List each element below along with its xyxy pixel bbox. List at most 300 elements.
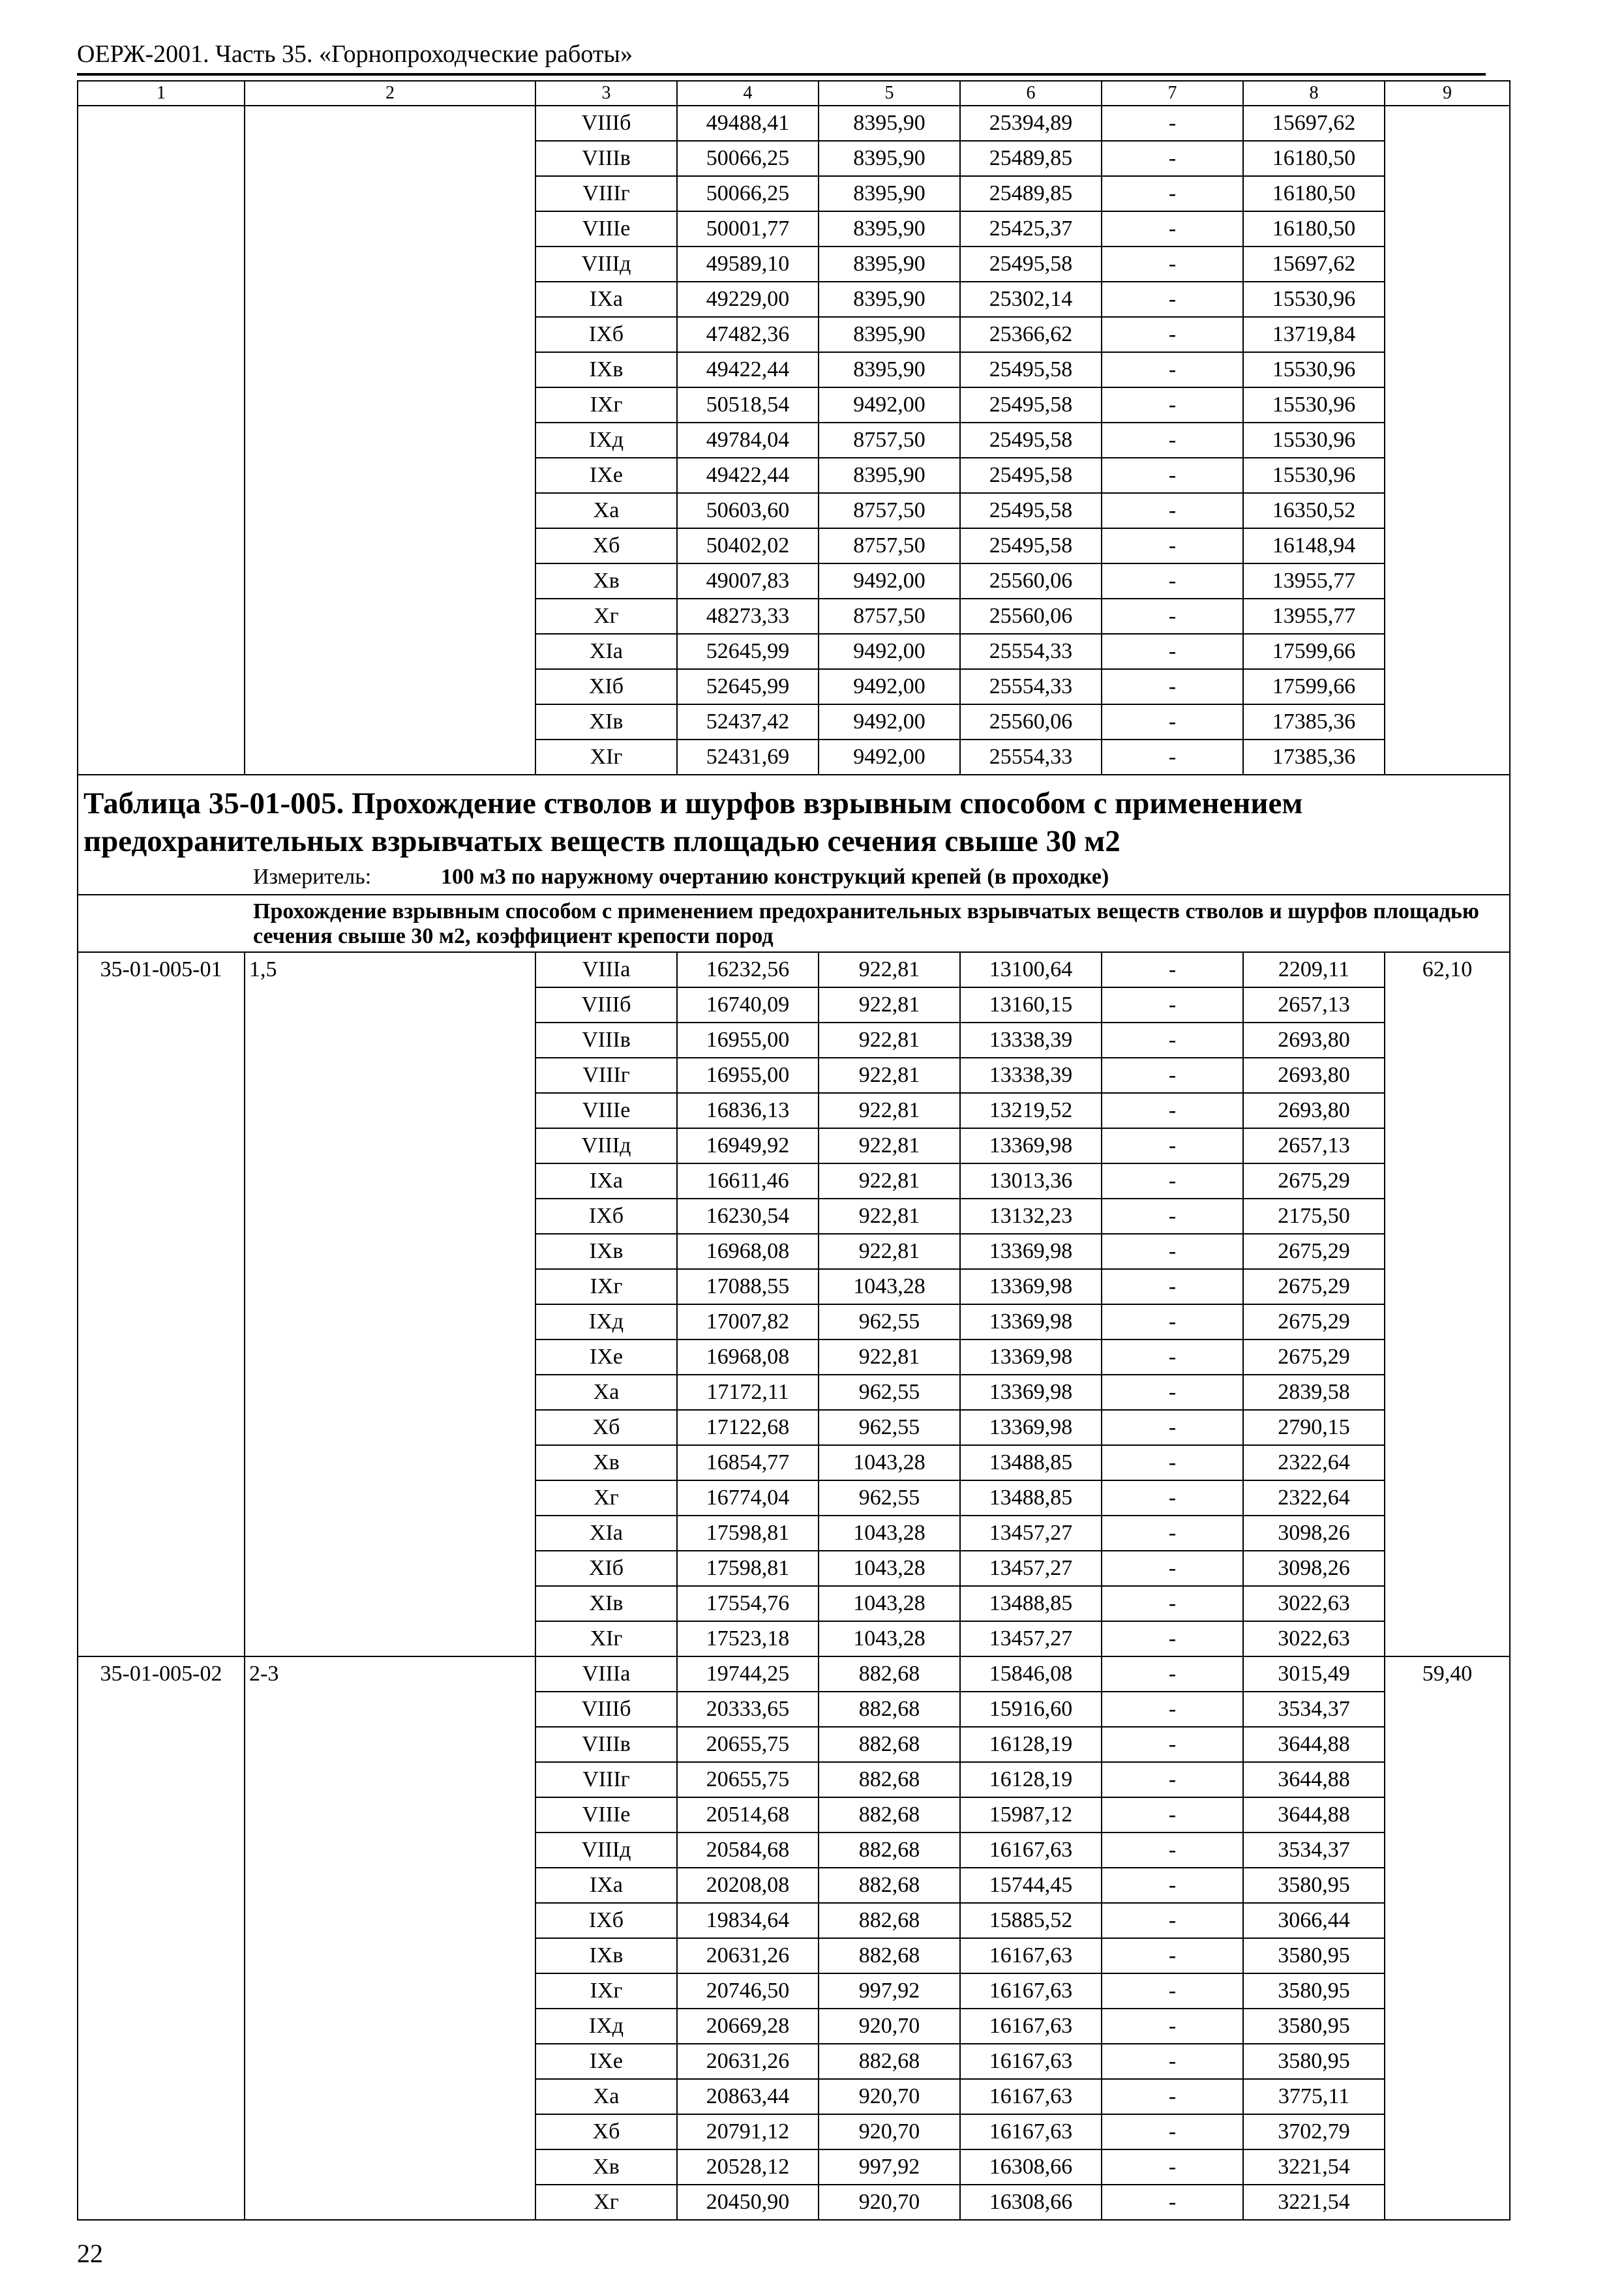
total-cost: 17172,11 [677, 1375, 819, 1410]
machine-cost: 15846,08 [960, 1656, 1102, 1692]
labor-cost: 1043,28 [819, 1586, 960, 1621]
total-cost: 17122,68 [677, 1410, 819, 1445]
column-number: 6 [960, 81, 1102, 106]
machine-cost: 13457,27 [960, 1621, 1102, 1656]
machine-cost: 25489,85 [960, 141, 1102, 176]
labor-cost: 1043,28 [819, 1269, 960, 1304]
rate-class: XIг [535, 1621, 677, 1656]
rate-class: VIIIд [535, 247, 677, 282]
labor-cost: 922,81 [819, 1058, 960, 1093]
rate-class: IXa [535, 282, 677, 317]
machine-cost: 16167,63 [960, 2114, 1102, 2149]
total-cost: 17007,82 [677, 1304, 819, 1339]
machinist-wage: - [1102, 1480, 1243, 1516]
total-cost: 52645,99 [677, 669, 819, 704]
rate-class: Xг [535, 1480, 677, 1516]
labor-cost: 8757,50 [819, 599, 960, 634]
total-cost: 16611,46 [677, 1163, 819, 1199]
machine-cost: 16167,63 [960, 1938, 1102, 1973]
column-number: 3 [535, 81, 677, 106]
rate-class: IXв [535, 352, 677, 387]
labor-cost: 9492,00 [819, 669, 960, 704]
machine-cost: 25495,58 [960, 493, 1102, 528]
column-number-row [78, 81, 1510, 106]
rate-class: IXe [535, 2044, 677, 2079]
total-cost: 20208,08 [677, 1868, 819, 1903]
labor-cost: 8395,90 [819, 176, 960, 211]
labor-cost: 9492,00 [819, 387, 960, 423]
material-cost: 2657,13 [1243, 987, 1385, 1023]
machinist-wage: - [1102, 1410, 1243, 1445]
total-cost: 19834,64 [677, 1903, 819, 1938]
rate-class: IXб [535, 1903, 677, 1938]
machinist-wage: - [1102, 1586, 1243, 1621]
table-row [78, 952, 1510, 987]
description-text: Прохождение взрывным способом с применением предохранительных взрывчатых веществ стволов и шурфов площадью сечения свыше 30 м2, коэффициент крепости пород [253, 899, 1479, 948]
column-number: 8 [1243, 81, 1385, 106]
material-cost: 2175,50 [1243, 1199, 1385, 1234]
rate-class: VIIIe [535, 1797, 677, 1833]
table-title-row [78, 775, 1510, 863]
total-cost: 20333,65 [677, 1692, 819, 1727]
rate-class: VIIIб [535, 987, 677, 1023]
material-cost: 2322,64 [1243, 1445, 1385, 1480]
rate-class: Xб [535, 528, 677, 563]
machine-cost: 25495,58 [960, 387, 1102, 423]
machinist-wage: - [1102, 1339, 1243, 1375]
machine-cost: 25394,89 [960, 106, 1102, 141]
machine-cost: 16128,19 [960, 1762, 1102, 1797]
table-row [78, 1656, 1510, 1692]
labor-cost: 962,55 [819, 1375, 960, 1410]
material-cost: 17599,66 [1243, 634, 1385, 669]
material-cost: 15530,96 [1243, 458, 1385, 493]
machine-cost: 13488,85 [960, 1445, 1102, 1480]
machinist-wage: - [1102, 599, 1243, 634]
labor-cost: 997,92 [819, 1973, 960, 2009]
total-cost: 20655,75 [677, 1727, 819, 1762]
rate-class: Xб [535, 2114, 677, 2149]
labor-cost: 8395,90 [819, 458, 960, 493]
machine-cost: 13369,98 [960, 1269, 1102, 1304]
measure-row [78, 863, 1510, 895]
rate-class: XIв [535, 1586, 677, 1621]
rate-class: IXд [535, 1304, 677, 1339]
machinist-wage: - [1102, 282, 1243, 317]
rate-class: IXд [535, 423, 677, 458]
material-cost: 3221,54 [1243, 2149, 1385, 2185]
rate-class: Xa [535, 2079, 677, 2114]
machinist-wage: - [1102, 740, 1243, 775]
labor-cost: 882,68 [819, 1762, 960, 1797]
labor-cost: 8395,90 [819, 352, 960, 387]
labor-cost: 962,55 [819, 1480, 960, 1516]
labor-cost: 920,70 [819, 2079, 960, 2114]
total-cost: 17523,18 [677, 1621, 819, 1656]
rate-class: VIIIд [535, 1833, 677, 1868]
machinist-wage: - [1102, 1833, 1243, 1868]
page-header: ОЕРЖ-2001. Часть 35. «Горнопроходческие работы» [77, 40, 633, 68]
machinist-wage: - [1102, 1762, 1243, 1797]
machinist-wage: - [1102, 634, 1243, 669]
labor-cost: 920,70 [819, 2185, 960, 2220]
material-cost: 2657,13 [1243, 1128, 1385, 1163]
description-cell [78, 895, 1510, 952]
machine-cost: 16167,63 [960, 2009, 1102, 2044]
total-cost: 20514,68 [677, 1797, 819, 1833]
total-cost: 49784,04 [677, 423, 819, 458]
total-cost: 20863,44 [677, 2079, 819, 2114]
column-number: 2 [245, 81, 535, 106]
rate-class: VIIIa [535, 952, 677, 987]
labor-cost: 1043,28 [819, 1551, 960, 1586]
rate-class: IXe [535, 1339, 677, 1375]
material-cost: 16148,94 [1243, 528, 1385, 563]
machinist-wage: - [1102, 1234, 1243, 1269]
machinist-wage: - [1102, 211, 1243, 247]
rate-class: XIa [535, 1516, 677, 1551]
machinist-wage: - [1102, 563, 1243, 599]
labor-cost: 882,68 [819, 1833, 960, 1868]
labor-cost: 8757,50 [819, 528, 960, 563]
material-cost: 3580,95 [1243, 1868, 1385, 1903]
machine-cost: 13132,23 [960, 1199, 1102, 1234]
total-cost: 49229,00 [677, 282, 819, 317]
page-number: 22 [77, 2239, 103, 2268]
hardness-coefficient: 1,5 [245, 952, 535, 1656]
labor-cost: 962,55 [819, 1410, 960, 1445]
machine-cost: 25489,85 [960, 176, 1102, 211]
table-row [78, 106, 1510, 141]
column-number: 5 [819, 81, 960, 106]
machine-cost: 25425,37 [960, 211, 1102, 247]
labor-cost: 1043,28 [819, 1445, 960, 1480]
labor-cost: 922,81 [819, 1234, 960, 1269]
labor-cost: 8395,90 [819, 282, 960, 317]
machine-cost: 13013,36 [960, 1163, 1102, 1199]
machinist-wage: - [1102, 2009, 1243, 2044]
material-cost: 3534,37 [1243, 1833, 1385, 1868]
labor-cost: 1043,28 [819, 1621, 960, 1656]
material-cost: 13719,84 [1243, 317, 1385, 352]
total-cost: 48273,33 [677, 599, 819, 634]
labor-cost: 922,81 [819, 1163, 960, 1199]
column-number: 4 [677, 81, 819, 106]
labor-cost: 8757,50 [819, 493, 960, 528]
material-cost: 3580,95 [1243, 1938, 1385, 1973]
machine-cost: 13457,27 [960, 1551, 1102, 1586]
labor-cost: 8395,90 [819, 141, 960, 176]
total-cost: 19744,25 [677, 1656, 819, 1692]
machinist-wage: - [1102, 1903, 1243, 1938]
rate-class: VIIIe [535, 211, 677, 247]
machine-cost: 16167,63 [960, 2079, 1102, 2114]
labor-cost: 9492,00 [819, 740, 960, 775]
material-cost: 2209,11 [1243, 952, 1385, 987]
total-cost: 16854,77 [677, 1445, 819, 1480]
machine-cost: 25554,33 [960, 634, 1102, 669]
labor-cost: 8395,90 [819, 247, 960, 282]
material-cost: 2693,80 [1243, 1023, 1385, 1058]
rate-class: IXa [535, 1868, 677, 1903]
total-cost: 20669,28 [677, 2009, 819, 2044]
labor-cell-empty [1385, 106, 1510, 775]
rate-class: VIIIб [535, 1692, 677, 1727]
machinist-wage: - [1102, 2114, 1243, 2149]
machine-cost: 25560,06 [960, 704, 1102, 740]
machinist-wage: - [1102, 1269, 1243, 1304]
material-cost: 3580,95 [1243, 2044, 1385, 2079]
labor-cost: 922,81 [819, 1199, 960, 1234]
total-cost: 49422,44 [677, 352, 819, 387]
machine-cost: 13369,98 [960, 1234, 1102, 1269]
code-cell-empty [78, 106, 245, 775]
material-cost: 15697,62 [1243, 106, 1385, 141]
total-cost: 20655,75 [677, 1762, 819, 1797]
machinist-wage: - [1102, 423, 1243, 458]
material-cost: 3702,79 [1243, 2114, 1385, 2149]
total-cost: 16774,04 [677, 1480, 819, 1516]
machinist-wage: - [1102, 106, 1243, 141]
material-cost: 3221,54 [1243, 2185, 1385, 2220]
machine-cost: 15744,45 [960, 1868, 1102, 1903]
machinist-wage: - [1102, 2044, 1243, 2079]
machinist-wage: - [1102, 176, 1243, 211]
machine-cost: 15885,52 [960, 1903, 1102, 1938]
rate-class: XIг [535, 740, 677, 775]
machinist-wage: - [1102, 952, 1243, 987]
labor-cost: 882,68 [819, 2044, 960, 2079]
machinist-wage: - [1102, 1656, 1243, 1692]
material-cost: 3644,88 [1243, 1762, 1385, 1797]
table-title: Таблица 35-01-005. Прохождение стволов и шурфов взрывным способом с применением предохранительных взрывчатых веществ площадью сечения свыше 30 м2 [78, 775, 1510, 863]
machine-cost: 16308,66 [960, 2185, 1102, 2220]
rate-class: IXв [535, 1938, 677, 1973]
rate-class: XIб [535, 1551, 677, 1586]
rate-class: VIIIв [535, 141, 677, 176]
material-cost: 13955,77 [1243, 563, 1385, 599]
machine-cost: 25495,58 [960, 352, 1102, 387]
machine-cost: 13338,39 [960, 1023, 1102, 1058]
machinist-wage: - [1102, 352, 1243, 387]
machinist-wage: - [1102, 141, 1243, 176]
machine-cost: 25302,14 [960, 282, 1102, 317]
rate-class: Xa [535, 1375, 677, 1410]
labor-cost: 922,81 [819, 1023, 960, 1058]
total-cost: 20791,12 [677, 2114, 819, 2149]
rate-class: VIIIг [535, 176, 677, 211]
header-rule [77, 73, 1486, 76]
measure-label: Измеритель: [253, 865, 372, 889]
material-cost: 15530,96 [1243, 282, 1385, 317]
labor-hours: 62,10 [1385, 952, 1510, 1656]
material-cost: 16350,52 [1243, 493, 1385, 528]
total-cost: 50066,25 [677, 176, 819, 211]
measure-value: 100 м3 по наружному очертанию конструкций крепей (в проходке) [441, 865, 1109, 889]
machinist-wage: - [1102, 669, 1243, 704]
machinist-wage: - [1102, 704, 1243, 740]
total-cost: 52645,99 [677, 634, 819, 669]
labor-cost: 922,81 [819, 1128, 960, 1163]
total-cost: 16949,92 [677, 1128, 819, 1163]
machinist-wage: - [1102, 528, 1243, 563]
labor-cost: 922,81 [819, 987, 960, 1023]
rate-class: VIIIв [535, 1023, 677, 1058]
machinist-wage: - [1102, 1973, 1243, 2009]
material-cost: 2675,29 [1243, 1234, 1385, 1269]
total-cost: 47482,36 [677, 317, 819, 352]
machinist-wage: - [1102, 247, 1243, 282]
total-cost: 16968,08 [677, 1234, 819, 1269]
total-cost: 20631,26 [677, 1938, 819, 1973]
material-cost: 2322,64 [1243, 1480, 1385, 1516]
machine-cost: 13100,64 [960, 952, 1102, 987]
hardness-cell-empty [245, 106, 535, 775]
total-cost: 16968,08 [677, 1339, 819, 1375]
material-cost: 15697,62 [1243, 247, 1385, 282]
material-cost: 2693,80 [1243, 1093, 1385, 1128]
material-cost: 3098,26 [1243, 1551, 1385, 1586]
labor-cost: 882,68 [819, 1938, 960, 1973]
material-cost: 3022,63 [1243, 1621, 1385, 1656]
total-cost: 16230,54 [677, 1199, 819, 1234]
machinist-wage: - [1102, 1375, 1243, 1410]
labor-cost: 1043,28 [819, 1516, 960, 1551]
machine-cost: 13369,98 [960, 1375, 1102, 1410]
machine-cost: 16308,66 [960, 2149, 1102, 2185]
total-cost: 52437,42 [677, 704, 819, 740]
material-cost: 15530,96 [1243, 352, 1385, 387]
total-cost: 16836,13 [677, 1093, 819, 1128]
labor-cost: 920,70 [819, 2114, 960, 2149]
machinist-wage: - [1102, 1551, 1243, 1586]
labor-cost: 922,81 [819, 952, 960, 987]
labor-cost: 882,68 [819, 1656, 960, 1692]
rate-table [77, 80, 1511, 2221]
rate-class: Xв [535, 2149, 677, 2185]
machine-cost: 16128,19 [960, 1727, 1102, 1762]
machinist-wage: - [1102, 2185, 1243, 2220]
labor-cost: 882,68 [819, 1727, 960, 1762]
machinist-wage: - [1102, 387, 1243, 423]
total-cost: 52431,69 [677, 740, 819, 775]
total-cost: 16955,00 [677, 1023, 819, 1058]
material-cost: 2675,29 [1243, 1163, 1385, 1199]
total-cost: 17598,81 [677, 1516, 819, 1551]
column-number: 7 [1102, 81, 1243, 106]
rate-class: Xб [535, 1410, 677, 1445]
machinist-wage: - [1102, 1445, 1243, 1480]
total-cost: 20450,90 [677, 2185, 819, 2220]
measure-cell [78, 863, 1510, 895]
rate-class: VIIIб [535, 106, 677, 141]
machine-cost: 25495,58 [960, 528, 1102, 563]
rate-class: Xa [535, 493, 677, 528]
machine-cost: 16167,63 [960, 2044, 1102, 2079]
total-cost: 50066,25 [677, 141, 819, 176]
rate-class: IXд [535, 2009, 677, 2044]
rate-class: XIa [535, 634, 677, 669]
labor-cost: 8395,90 [819, 211, 960, 247]
total-cost: 16955,00 [677, 1058, 819, 1093]
rate-class: VIIIe [535, 1093, 677, 1128]
total-cost: 16232,56 [677, 952, 819, 987]
machinist-wage: - [1102, 1304, 1243, 1339]
rate-class: Xв [535, 563, 677, 599]
machine-cost: 25366,62 [960, 317, 1102, 352]
labor-cost: 922,81 [819, 1093, 960, 1128]
machinist-wage: - [1102, 1868, 1243, 1903]
material-cost: 3580,95 [1243, 2009, 1385, 2044]
material-cost: 17385,36 [1243, 740, 1385, 775]
machine-cost: 13457,27 [960, 1516, 1102, 1551]
labor-cost: 882,68 [819, 1903, 960, 1938]
total-cost: 50402,02 [677, 528, 819, 563]
machinist-wage: - [1102, 1797, 1243, 1833]
machinist-wage: - [1102, 987, 1243, 1023]
material-cost: 15530,96 [1243, 387, 1385, 423]
machinist-wage: - [1102, 1938, 1243, 1973]
total-cost: 16740,09 [677, 987, 819, 1023]
rate-class: VIIIв [535, 1727, 677, 1762]
total-cost: 17554,76 [677, 1586, 819, 1621]
total-cost: 20746,50 [677, 1973, 819, 2009]
material-cost: 3644,88 [1243, 1727, 1385, 1762]
machinist-wage: - [1102, 1621, 1243, 1656]
machinist-wage: - [1102, 1023, 1243, 1058]
machine-cost: 25560,06 [960, 599, 1102, 634]
labor-cost: 997,92 [819, 2149, 960, 2185]
machine-cost: 13369,98 [960, 1410, 1102, 1445]
rate-class: Xг [535, 2185, 677, 2220]
material-cost: 3022,63 [1243, 1586, 1385, 1621]
total-cost: 50518,54 [677, 387, 819, 423]
rate-class: VIIIд [535, 1128, 677, 1163]
material-cost: 16180,50 [1243, 141, 1385, 176]
labor-cost: 9492,00 [819, 563, 960, 599]
material-cost: 13955,77 [1243, 599, 1385, 634]
rate-class: IXa [535, 1163, 677, 1199]
material-cost: 2790,15 [1243, 1410, 1385, 1445]
material-cost: 15530,96 [1243, 423, 1385, 458]
material-cost: 17385,36 [1243, 704, 1385, 740]
material-cost: 2693,80 [1243, 1058, 1385, 1093]
rate-class: Xг [535, 599, 677, 634]
total-cost: 17598,81 [677, 1551, 819, 1586]
material-cost: 3015,49 [1243, 1656, 1385, 1692]
rate-code: 35-01-005-01 [78, 952, 245, 1656]
material-cost: 3066,44 [1243, 1903, 1385, 1938]
labor-cost: 920,70 [819, 2009, 960, 2044]
total-cost: 50603,60 [677, 493, 819, 528]
column-number: 9 [1385, 81, 1510, 106]
material-cost: 3098,26 [1243, 1516, 1385, 1551]
machine-cost: 13488,85 [960, 1480, 1102, 1516]
total-cost: 49422,44 [677, 458, 819, 493]
machine-cost: 25495,58 [960, 423, 1102, 458]
total-cost: 17088,55 [677, 1269, 819, 1304]
machinist-wage: - [1102, 1058, 1243, 1093]
material-cost: 2675,29 [1243, 1269, 1385, 1304]
machine-cost: 13338,39 [960, 1058, 1102, 1093]
total-cost: 49007,83 [677, 563, 819, 599]
material-cost: 3775,11 [1243, 2079, 1385, 2114]
machine-cost: 13369,98 [960, 1304, 1102, 1339]
rate-class: Xв [535, 1445, 677, 1480]
labor-cost: 882,68 [819, 1797, 960, 1833]
machinist-wage: - [1102, 1163, 1243, 1199]
machine-cost: 25495,58 [960, 247, 1102, 282]
